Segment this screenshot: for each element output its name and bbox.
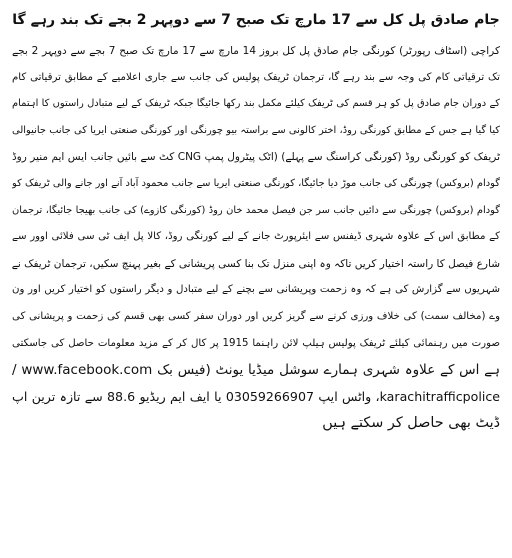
article-body xyxy=(12,38,500,437)
article-line: کراچی (اسٹاف رپورٹر) کورنگی جام صادق پل کل بروز 14 مارچ سے 17 مارچ تک صبح 7 بجے سے دوپہر 2 بجے xyxy=(12,45,500,57)
article-line: کے مطابق اس کے علاوہ شہری ڈیفنس سے ایئرپورٹ جانے کے لیے کورنگی روڈ، کالا پل ایف ٹی سی فلائی اوور سے xyxy=(12,231,500,243)
article-line: شارع فیصل کا راستہ اختیار کریں تاکہ وہ اپنی منزل تک بنا کسی پریشانی کے بغیر پہنچ سکیں، ترجمان ٹریفک نے xyxy=(12,257,500,270)
article-line: karachitrafficpolice، واٹس ایپ 03059266907 یا ایف ایم ریڈیو 88.6 سے تازہ ترین اپ xyxy=(12,388,500,404)
article-line: ہے اس کے علاوہ شہری ہمارے سوشل میڈیا یونٹ (فیس بک www.facebook.com / xyxy=(12,362,500,379)
article-line: ٹریفک کو کورنگی روڈ (کورنگی کراسنگ سے پہلے) (اٹک پیٹرول پمپ CNG کٹ سے بائیں جانب ایس ایم منیر روڈ xyxy=(12,151,500,164)
article-line: تک ترقیاتی کام کی وجہ سے بند رہے گا، ترجمان ٹریفک پولیس کی جانب سے جاری اعلامیے کے مطابق ترقیاتی کام xyxy=(12,71,500,83)
article-line: کے دوران جام صادق پل کو ہر قسم کی ٹریفک کیلئے مکمل بند رکھا جائیگا جبکہ ٹریفک کے لیے متبادل راستوں کا اہتمام xyxy=(12,98,500,110)
article-line: گودام (بروکس) چورنگی کی جانب موڑ دیا جائیگا، کورنگی صنعتی ایریا سے جانب محمود آباد آنے اور جانے والی ٹریفک کو xyxy=(12,177,500,189)
headline: جام صادق پل کل سے 17 مارچ تک صبح 7 سے دوپہر 2 بجے تک بند رہے گا xyxy=(12,12,500,28)
article-line: صورت میں رہنمائی کیلئے ٹریفک پولیس ہیلپ لائن راہنما 1915 پر کال کر کے مزید معلومات حاصل کی جاسکتی xyxy=(12,337,500,349)
article-line: گودام (بروکس) چورنگی سے دائیں جانب سر جن فیصل محمد خان روڈ (کورنگی کازوے) کی جانب بھیجا جائیگا، ترجمان xyxy=(12,204,500,216)
article-line: شہریوں سے گزارش کی ہے کہ وہ زحمت وپریشانی سے بچنے کے لیے متبادل و دیگر راستوں کو اختیار کریں اور ون xyxy=(12,284,500,296)
article-line: وے (مخالف سمت) کی خلاف ورزی کرنے سے گریز کریں اور دوران سفر کسی بھی قسم کی زحمت و پریشانی کی xyxy=(12,310,500,322)
article-line: ڈیٹ بھی حاصل کر سکتے ہیں xyxy=(322,415,500,432)
article-line: کیا گیا ہے جس کے مطابق کورنگی روڈ، اختر کالونی سے براستہ بیو چورنگی اور کورنگی صنعتی ایریا کی جانب جانیوالی xyxy=(12,124,500,136)
